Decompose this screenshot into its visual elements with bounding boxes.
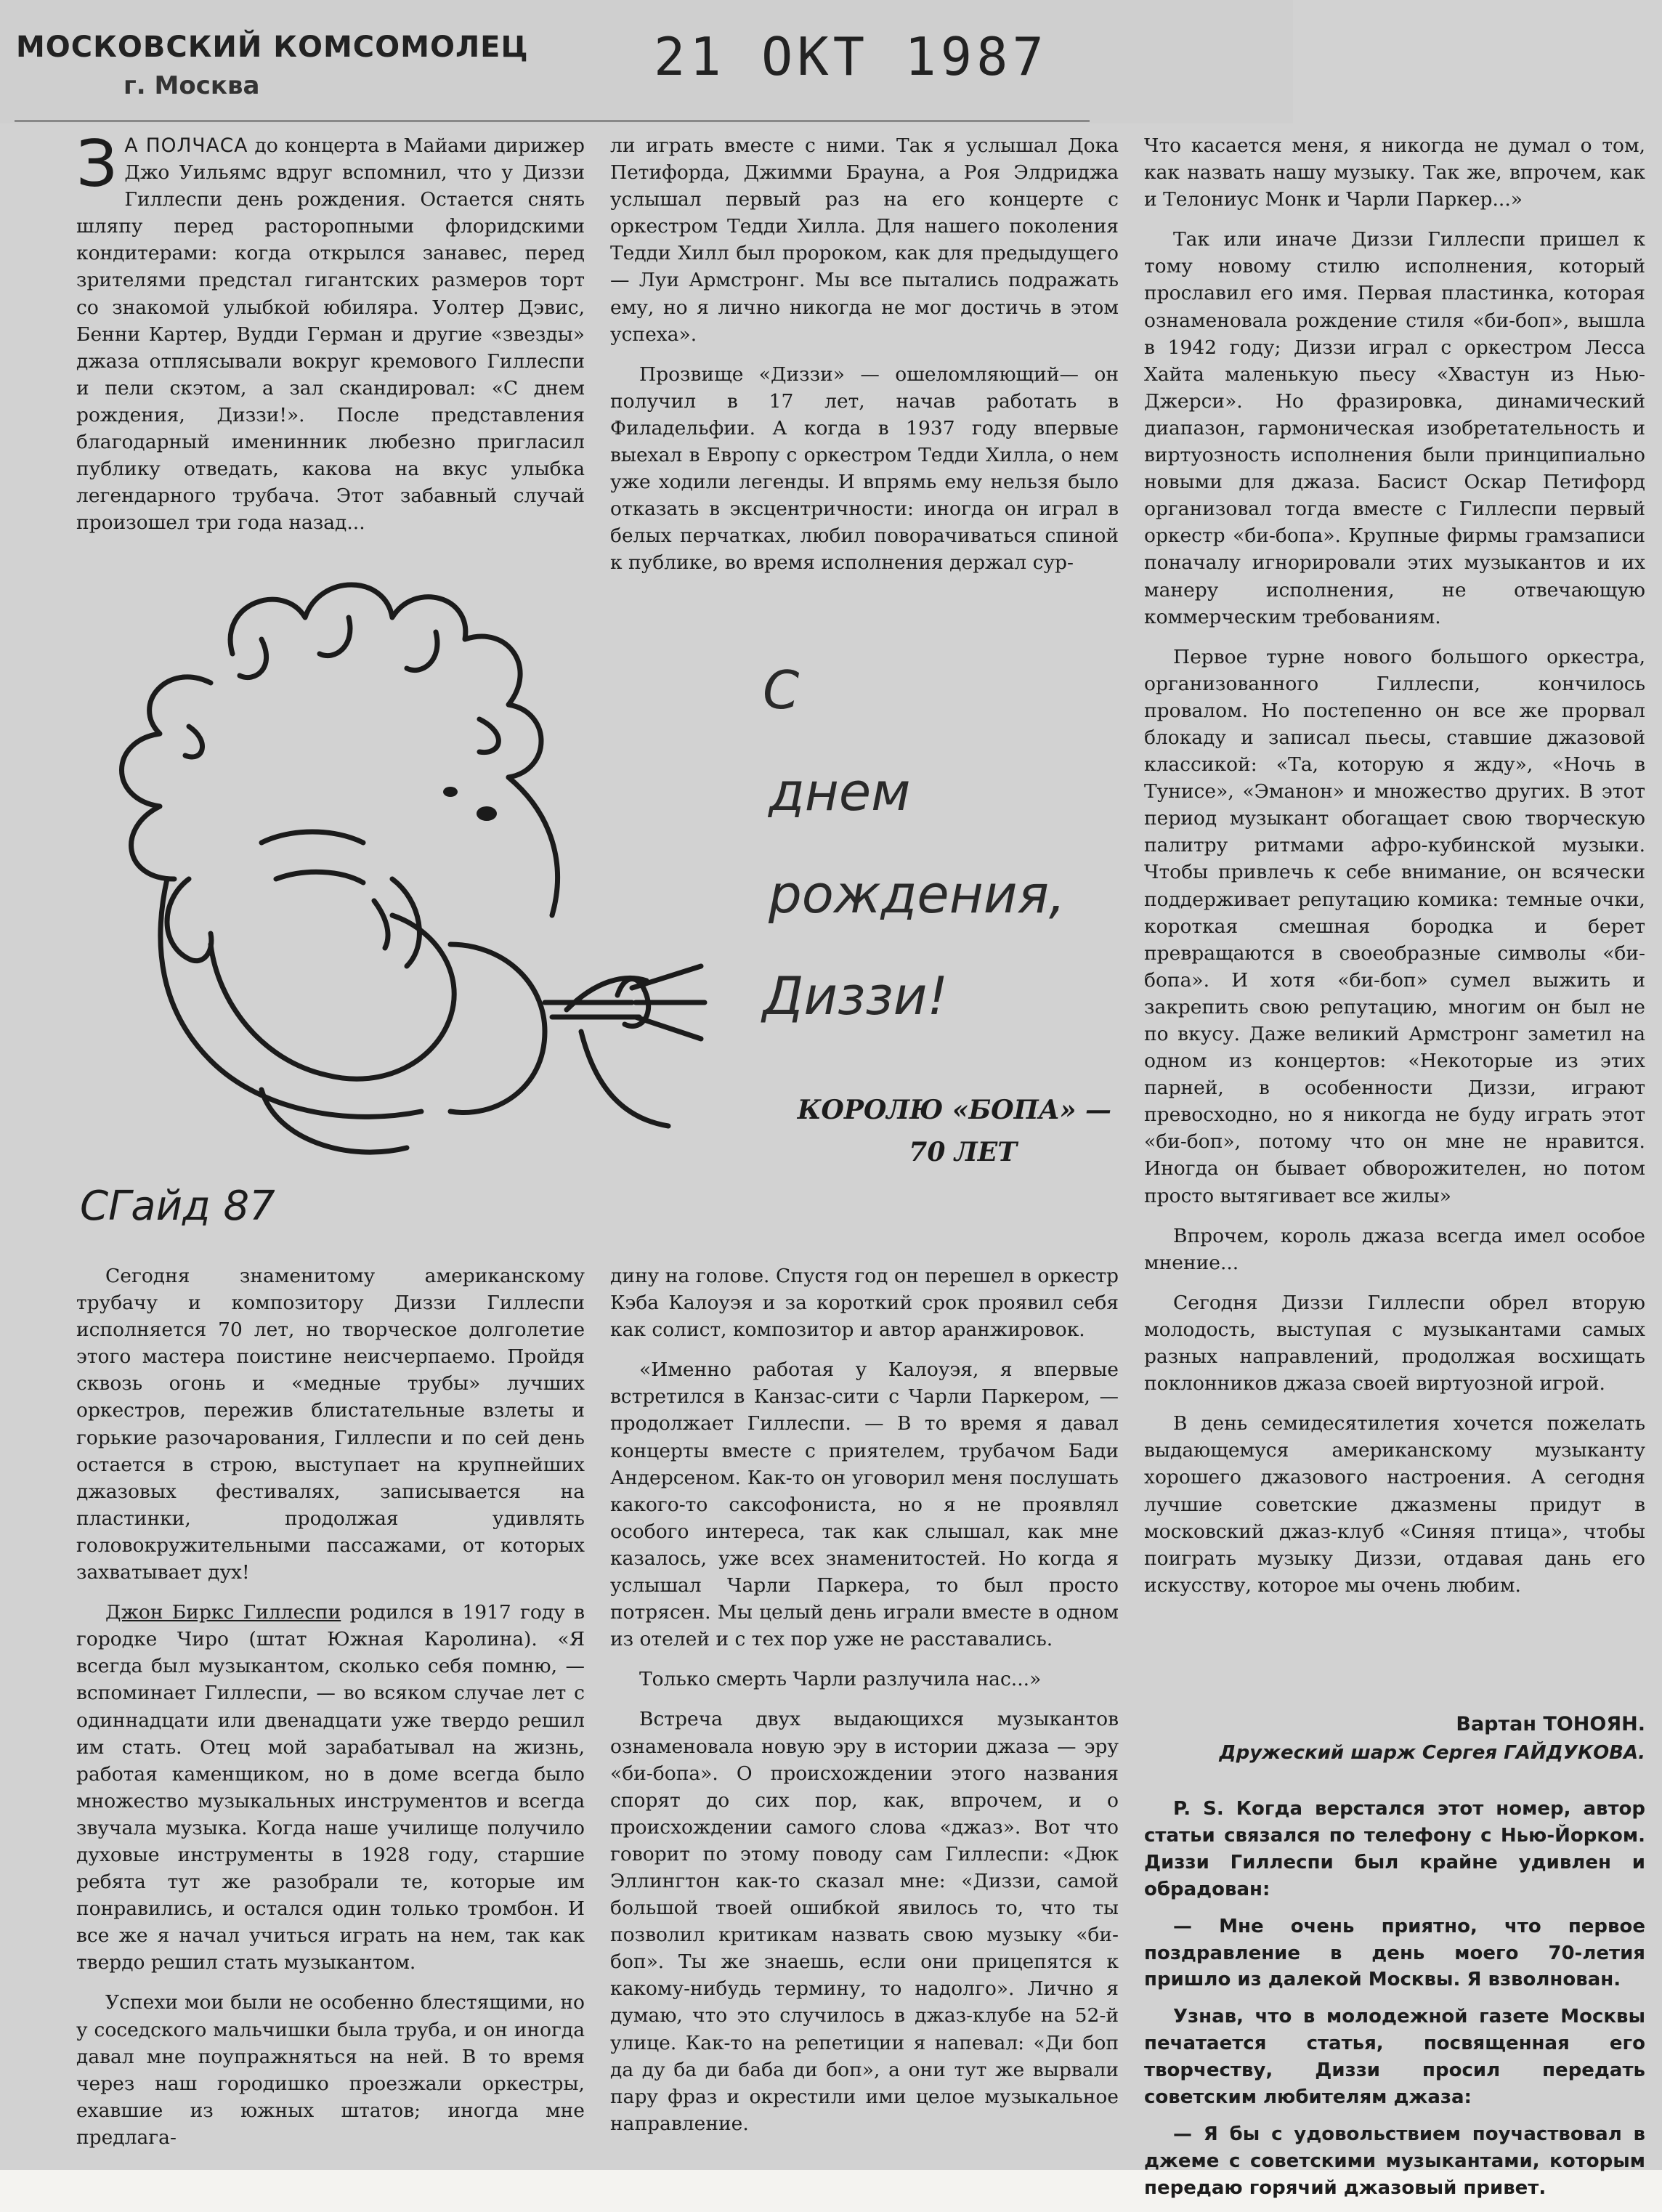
postscript-paragraph: — Я бы с удовольствием поучаствовал в джеме с советскими музыкантами, которым передаю горячий джазовый привет. (1144, 2123, 1645, 2199)
subheadline-line-1: КОРОЛЮ «БОПА» — (797, 1095, 1111, 1125)
paragraph: Только смерть Чарли разлучила нас...» (639, 1668, 1042, 1691)
paragraph: «Именно работая у Калоуэя, я впервые встретился в Канзас-сити с Чарли Паркером, — продолжает Гиллеспи. — В то время я давал концерты вместе с приятелем, трубачом Бади Андерсеном. Как-то он уговорил меня послушать какого-то саксофониста, но я не проявлял особого интереса, так как слышал, как мне казалось, уже всех знаменитостей. Но когда я услышал Чарли Паркера, то был просто потрясен. Мы целый день играли вместе в одном из отелей и с тех пор уже не расставались. (610, 1358, 1119, 1651)
top-rule (15, 120, 1090, 122)
subheadline-line-2: 70 ЛЕТ (909, 1136, 1017, 1167)
paragraph: Первое турне нового большого оркестра, организованного Гиллеспи, кончилось провалом. Но постепенно он все же прорвал блокаду и записал пьесы, ставшие джазовой классикой: «Та, которую я жду», «Ночь в Тунисе», «Эманон» и множество других. В этот период музыкант обогащает свою творческую палитру ритмами афро-кубинской музыки. Чтобы привлечь к себе внимание, он всячески поддерживает репутацию комика: темные очки, короткая смешная бородка и берет превращаются в своеобразные символы «би-бопа». И хотя «би-боп» сумел выжить и закрепить свою репутацию, многим он был не по вкусу. Даже великий Армстронг заметил на одном из концертов: «Некоторые из этих парней, в особенности Диззи, играют превосходно, но я никогда не буду играть этот «би-боп», потому что он мне не нравится. Иногда он бывает обворожителен, но потом просто вытягивает все жилы» (1144, 645, 1645, 1207)
newspaper-name: МОСКОВСКИЙ КОМСОМОЛЕЦ (16, 31, 529, 64)
headline-line-1: С (763, 660, 800, 721)
postscript-paragraph: Узнав, что в молодежной газете Москвы печатается статья, посвященная его творчеству, Диззи просил передать советским любителям джаза: (1144, 2006, 1645, 2109)
headline-line-3: рождения, (769, 863, 1066, 925)
intro-paragraph (76, 126, 585, 536)
headline-line-2: днем (769, 761, 911, 823)
postscript-paragraph: — Мне очень приятно, что первое поздравление в день моего 70-летия пришло из далекой Москвы. Я взволнован. (1144, 1915, 1645, 1991)
paragraph: Сегодня знаменитому американскому трубачу и композитору Диззи Гиллеспи исполняется 70 лет, но творческое долголетие этого мастера поистине неисчерпаемо. Пройдя сквозь огонь и «медные трубы» лучших оркестров, пережив блистательные взлеты и горькие разочарования, Гиллеспи и по сей день остается в строю, выступает на крупнейших джазовых фестивалях, записывается на пластинки, продолжая удивлять головокружительными пассажами, от которых захватывает дух! (76, 1265, 585, 1584)
headline-line-4: Диззи! (763, 965, 949, 1027)
paragraph: Впрочем, король джаза всегда имел особое мнение... (1144, 1224, 1645, 1274)
paragraph: Сегодня Диззи Гиллеспи обрел вторую молодость, выступая с музыкантами самых разных направлений, продолжая восхищать поклонников джаза своей виртуозной игрой. (1144, 1291, 1645, 1395)
paragraph: дину на голове. Спустя год он перешел в оркестр Кэба Калоуэя и за короткий срок проявил себя как солист, композитор и автор аранжировок. (610, 1265, 1119, 1342)
illustration-credit: Дружеский шарж Сергея ГАЙДУКОВА. (1219, 1742, 1645, 1764)
illustrator-signature: СГайд 87 (80, 1183, 275, 1230)
paragraph: Успехи мои были не особенно блестящими, но у соседского мальчишки была труба, и он иногда давал мне поупражняться на ней. В то время через наш городишко проезжали оркестры, ехавшие из южных штатов; иногда мне предлага- (76, 1991, 585, 2149)
newspaper-city: г. Москва (123, 71, 260, 100)
headline (763, 639, 1140, 1048)
paragraph: Встреча двух выдающихся музыкантов ознаменовала новую эру в истории джаза — эру «би-бопа». О происхождении этого названия спорят до сих пор, как, впрочем, и о происхождении самого слова «джаз». Вот что говорит по этому поводу сам Гиллеспи: «Дюк Эллингтон как-то сказал мне: «Диззи, самой большой твоей ошибкой явилось то, что ты позволил критикам назвать свою музыку «би-боп». Ты же знаешь, если они прицепятся к какому-нибудь термину, то надолго». Лично я думаю, что это случилось в джаз-клубе на 52-й улице. Как-то на репетиции я напевал: «Ди боп да ду ба ди баба ди боп», а они тут же вырвали пару фраз и окрестили ими целое музыкальное направление. (610, 1708, 1119, 2135)
postscript-paragraph: P. S. Когда верстался этот номер, автор статьи связался по телефону с Нью-Йорком. Диззи Гиллеспи был крайне удивлен и обрадован: (1144, 1798, 1645, 1900)
column-2-top (610, 132, 1119, 590)
column-2-bottom (610, 1263, 1119, 2150)
paragraph: Так или иначе Диззи Гиллеспи пришел к тому новому стилю исполнения, который прославил его имя. Первая пластинка, которая ознаменовала рождение стиля «би-боп», вышла в 1942 году; Диззи играл с оркестром Лесса Хайта маленькую пьесу «Хвастун из Нью-Джерси». Но фразировка, динамический диапазон, гармоническая изобретательность и виртуозность исполнения были принципиально новыми для джаза. Басист Оскар Петифорд организовал тогда вместе с Гиллеспи первый оркестр «би-бопа». Крупные фирмы грамзаписи поначалу игнорировали этих музыкантов и их манеру исполнения, не отвечающую коммерческим требованиям. (1144, 228, 1645, 628)
paragraph-text: родился в 1917 году в городке Чиро (штат Южная Каролина). «Я всегда был музыкантом, сколько себя помню, — вспоминает Гиллеспи, — во всяком случае лет с одиннадцати или двенадцати уже твердо решил им стать. Отец мой зарабатывал на жизнь, работая каменщиком, но в доме всегда было множество музыкальных инструментов и всегда звучала музыка. Когда наше училище получило духовые инструменты в 1928 году, старшие ребята тут же разобрали те, которые им понравились, и остался один только тромбон. И все же я начал учиться играть на нем, так как твердо решил стать музыкантом. (76, 1601, 585, 1974)
intro-text: до концерта в Майами дирижер Джо Уильямс вдруг вспомнил, что у Диззи Гиллеспи день рождения. Остается снять шляпу перед расторопными флоридскими кондитерами: когда открылся занавес, перед зрителями предстал гигантских размеров торт со знакомой улыбкой юбиляра. Уолтер Дэвис, Бенни Картер, Вудди Герман и другие «звезды» джаза отплясывали вокруг кремового Гиллеспи и пели скэтом, а зал скандировал: «С днем рождения, Диззи!». После представления благодарный именинник любезно пригласил публику отведать, какова на вкус улыбка легендарного трубача. Этот забавный случай произошел три года назад... (76, 134, 585, 535)
paragraph: ли играть вместе с ними. Так я услышал Дока Петифорда, Джимми Брауна, а Роя Элдриджа услышал первый раз на его концерте с оркестром Тедди Хилла. Для нашего поколения Тедди Хилл был пророком, как для предыдущего — Луи Армстронг. Мы все пытались подражать ему, но я лично никогда не мог достичь в этом успеха». (610, 134, 1119, 346)
paragraph: Что касается меня, я никогда не думал о том, как назвать нашу музыку. Так же, впрочем, как и Телониус Монк и Чарли Паркер...» (1144, 134, 1645, 211)
paragraph: Прозвище «Диззи» — ошеломляющий— он получил в 17 лет, начав работать в Филадельфии. А когда в 1937 году впервые выехал в Европу с оркестром Тедди Хилла, о нем уже ходили легенды. И впрямь ему нельзя было отказать в эксцентричности: иногда он играл в белых перчатках, любил поворачиваться спиной к публике, во время исполнения держал сур- (610, 362, 1119, 575)
subheadline (770, 1090, 1111, 1173)
column-3 (1144, 132, 1645, 1612)
postscript (1144, 1796, 1645, 2212)
underlined-name: Джон Биркс Гиллеспи (105, 1601, 341, 1624)
column-1-top (76, 126, 585, 549)
clipping-label (0, 0, 1293, 123)
date-stamp: 21 ОКТ 1987 (654, 26, 1048, 87)
lead-caps: А ПОЛЧАСА (124, 134, 248, 157)
caricature-illustration (44, 538, 741, 1249)
paragraph (76, 1599, 585, 1976)
author-byline: Вартан ТОНОЯН. (1456, 1713, 1645, 1735)
paragraph: В день семидесятилетия хочется пожелать выдающемуся американскому музыканту хорошего джазового настроения. А сегодня лучшие советские джазмены придут в московский джаз-клуб «Синяя птица», чтобы поиграть музыку Диззи, отдавая дань его искусству, которое мы очень любим. (1144, 1412, 1645, 1597)
drop-cap: З (76, 126, 118, 201)
column-1-bottom (76, 1263, 585, 2164)
